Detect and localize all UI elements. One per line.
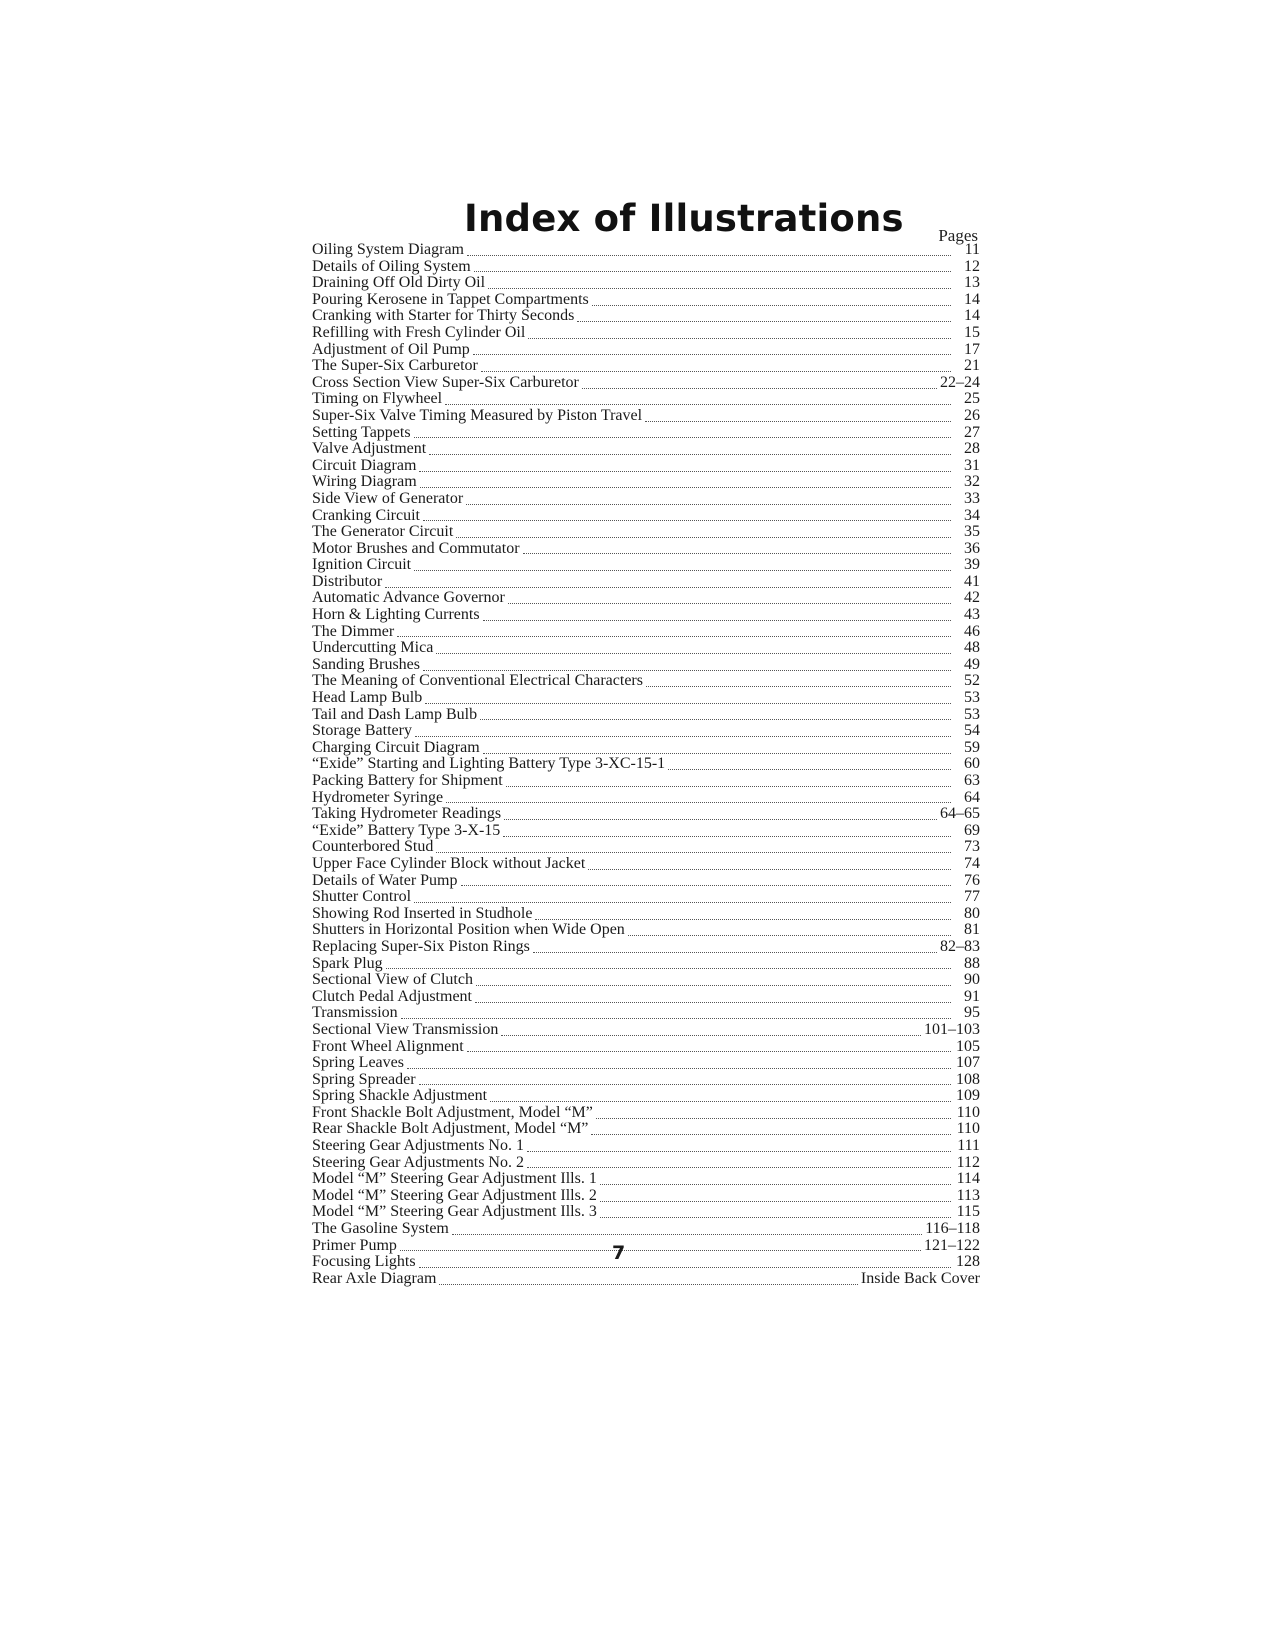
index-header (312, 190, 980, 245)
list-item (312, 1188, 980, 1205)
entry-title: Shutters in Horizontal Position when Wide Open (312, 921, 625, 939)
list-item (312, 1005, 980, 1022)
entry-page: 53 (964, 689, 980, 707)
index-page (312, 190, 980, 1287)
dot-leader (419, 1084, 951, 1085)
list-item (312, 856, 980, 873)
entry-title: Cranking with Starter for Thirty Seconds (312, 307, 575, 325)
entry-page: 31 (964, 456, 980, 474)
entry-title: Front Shackle Bolt Adjustment, Model “M” (312, 1103, 593, 1121)
entry-title: Front Wheel Alignment (312, 1037, 464, 1055)
entry-title: Spark Plug (312, 954, 383, 972)
list-item (312, 790, 980, 807)
dot-leader (386, 968, 951, 969)
entry-page: 48 (964, 639, 980, 657)
entry-title: Cranking Circuit (312, 506, 420, 524)
list-item (312, 491, 980, 508)
entry-title: Rear Shackle Bolt Adjustment, Model “M” (312, 1120, 589, 1138)
entry-title: Hydrometer Syringe (312, 788, 444, 806)
list-item (312, 624, 980, 641)
entry-title: Pouring Kerosene in Tappet Compartments (312, 290, 589, 308)
entry-page: 22–24 (940, 373, 980, 391)
entry-title: Replacing Super-Six Piston Rings (312, 937, 530, 955)
entry-title: Primer Pump (312, 1236, 397, 1254)
list-item (312, 1121, 980, 1138)
list-item (312, 889, 980, 906)
page-title: Index of Illustrations (464, 197, 904, 240)
entry-page: 52 (964, 672, 980, 690)
entry-page: 13 (964, 274, 980, 292)
entry-title: Wiring Diagram (312, 473, 417, 491)
dot-leader (385, 587, 951, 588)
list-item (312, 1039, 980, 1056)
entry-title: Packing Battery for Shipment (312, 772, 503, 789)
entry-page: 12 (964, 257, 980, 275)
entry-page: 34 (964, 506, 980, 524)
entry-page: 32 (964, 473, 980, 491)
list-item (312, 823, 980, 840)
dot-leader (446, 802, 951, 803)
entry-page: 21 (964, 357, 980, 375)
list-item (312, 474, 980, 491)
dot-leader (473, 354, 951, 355)
entry-title: Model “M” Steering Gear Adjustment Ills. 3 (312, 1203, 597, 1221)
list-item (312, 972, 980, 989)
list-item (312, 1204, 980, 1221)
entry-page: 35 (964, 523, 980, 541)
entry-title: Transmission (312, 1004, 398, 1022)
entry-title: Horn & Lighting Currents (312, 606, 480, 624)
entry-page: Inside Back Cover (860, 1269, 980, 1287)
dot-leader (646, 686, 951, 687)
dot-leader (466, 504, 951, 505)
entry-page: 91 (964, 987, 980, 1005)
list-item (312, 939, 980, 956)
list-item (312, 458, 980, 475)
entry-page: 64 (964, 788, 980, 806)
dot-leader (668, 769, 951, 770)
entry-page: 17 (964, 340, 980, 358)
list-item (312, 358, 980, 375)
entry-page: 26 (964, 406, 980, 424)
list-item (312, 292, 980, 309)
entry-title: Side View of Generator (312, 489, 464, 507)
entry-page: 109 (956, 1087, 980, 1105)
dot-leader (474, 271, 951, 272)
dot-leader (480, 719, 951, 720)
entry-page: 41 (964, 572, 980, 590)
dot-leader (501, 1035, 921, 1036)
entry-title: Upper Face Cylinder Block without Jacket (312, 854, 586, 872)
list-item (312, 657, 980, 674)
dot-leader (527, 1167, 951, 1168)
entry-page: 59 (964, 738, 980, 756)
entry-title: Clutch Pedal Adjustment (312, 987, 472, 1005)
illustration-list (312, 242, 980, 1287)
dot-leader (467, 1051, 951, 1052)
entry-page: 36 (964, 539, 980, 557)
list-item (312, 590, 980, 607)
list-item (312, 989, 980, 1006)
entry-title: Cross Section View Super-Six Carburetor (312, 373, 579, 391)
dot-leader (397, 636, 951, 637)
entry-page: 39 (964, 556, 980, 574)
entry-page: 46 (964, 622, 980, 640)
list-item (312, 806, 980, 823)
dot-leader (488, 288, 951, 289)
dot-leader (423, 520, 951, 521)
dot-leader (600, 1184, 951, 1185)
entry-page: 110 (956, 1120, 980, 1138)
list-item (312, 242, 980, 259)
list-item (312, 259, 980, 276)
dot-leader (645, 421, 951, 422)
entry-page: 76 (964, 871, 980, 889)
entry-page: 108 (956, 1070, 980, 1088)
dot-leader (483, 753, 951, 754)
entry-title: Steering Gear Adjustments No. 1 (312, 1137, 524, 1155)
entry-title: Tail and Dash Lamp Bulb (312, 705, 478, 723)
list-item (312, 1238, 980, 1255)
entry-title: Spring Spreader (312, 1070, 416, 1088)
entry-page: 111 (957, 1137, 980, 1155)
dot-leader (439, 1284, 858, 1285)
list-item (312, 1072, 980, 1089)
dot-leader (414, 437, 951, 438)
list-item (312, 1022, 980, 1039)
dot-leader (481, 371, 951, 372)
entry-page: 107 (956, 1054, 980, 1072)
dot-leader (476, 985, 951, 986)
entry-title: Automatic Advance Governor (312, 589, 505, 607)
dot-leader (490, 1101, 951, 1102)
list-item (312, 873, 980, 890)
entry-title: The Super-Six Carburetor (312, 357, 478, 375)
dot-leader (452, 1234, 922, 1235)
entry-page: 54 (964, 722, 980, 740)
list-item (312, 557, 980, 574)
entry-page: 25 (964, 390, 980, 408)
entry-page: 64–65 (940, 805, 980, 823)
entry-title: Head Lamp Bulb (312, 689, 423, 707)
dot-leader (508, 603, 951, 604)
dot-leader (467, 255, 951, 256)
entry-page: 42 (964, 589, 980, 607)
entry-page: 101–103 (924, 1020, 980, 1038)
dot-leader (414, 570, 951, 571)
dot-leader (504, 819, 937, 820)
list-item (312, 1055, 980, 1072)
dot-leader (475, 1002, 951, 1003)
dot-leader (407, 1068, 951, 1069)
dot-leader (429, 454, 951, 455)
entry-page: 53 (964, 705, 980, 723)
entry-title: Oiling System Diagram (312, 241, 464, 258)
entry-title: Super-Six Valve Timing Measured by Piston Travel (312, 406, 643, 424)
list-item (312, 524, 980, 541)
entry-page: 14 (964, 290, 980, 308)
entry-title: Taking Hydrometer Readings (312, 805, 502, 823)
pages-column-label: Pages (938, 226, 978, 245)
dot-leader (436, 653, 951, 654)
entry-title: Focusing Lights (312, 1253, 416, 1271)
entry-page: 33 (964, 489, 980, 507)
entry-title: The Meaning of Conventional Electrical Characters (312, 672, 643, 690)
list-item (312, 441, 980, 458)
dot-leader (436, 852, 951, 853)
entry-page: 82–83 (940, 937, 980, 955)
list-item (312, 839, 980, 856)
entry-title: Spring Shackle Adjustment (312, 1087, 488, 1105)
dot-leader (527, 1151, 951, 1152)
list-item (312, 425, 980, 442)
list-item (312, 1171, 980, 1188)
entry-title: Counterbored Stud (312, 838, 434, 856)
list-item (312, 607, 980, 624)
entry-title: Details of Oiling System (312, 257, 471, 275)
list-item (312, 508, 980, 525)
list-item (312, 1254, 980, 1271)
entry-title: Refilling with Fresh Cylinder Oil (312, 323, 526, 341)
dot-leader (420, 487, 951, 488)
entry-title: Shutter Control (312, 888, 412, 906)
entry-title: Storage Battery (312, 722, 412, 740)
dot-leader (535, 919, 951, 920)
entry-page: 60 (964, 755, 980, 773)
entry-title: The Generator Circuit (312, 523, 454, 541)
dot-leader (483, 620, 951, 621)
entry-page: 114 (956, 1170, 980, 1188)
list-item (312, 1271, 980, 1288)
entry-title: “Exide” Starting and Lighting Battery Type 3-XC-15-1 (312, 755, 666, 773)
dot-leader (591, 1134, 951, 1135)
entry-page: 112 (956, 1153, 980, 1171)
entry-title: Adjustment of Oil Pump (312, 340, 470, 358)
entry-title: Sanding Brushes (312, 655, 420, 673)
list-item (312, 707, 980, 724)
list-item (312, 756, 980, 773)
entry-page: 69 (964, 821, 980, 839)
list-item (312, 1138, 980, 1155)
list-item (312, 906, 980, 923)
dot-leader (600, 1201, 951, 1202)
dot-leader (425, 703, 951, 704)
entry-title: Sectional View Transmission (312, 1020, 499, 1038)
entry-page: 105 (956, 1037, 980, 1055)
dot-leader (419, 1267, 951, 1268)
list-item (312, 640, 980, 657)
dot-leader (582, 388, 937, 389)
entry-title: Model “M” Steering Gear Adjustment Ills. 2 (312, 1186, 597, 1204)
list-item (312, 956, 980, 973)
entry-title: Motor Brushes and Commutator (312, 539, 520, 557)
entry-page: 88 (964, 954, 980, 972)
entry-title: Setting Tappets (312, 423, 411, 441)
entry-title: Draining Off Old Dirty Oil (312, 274, 486, 292)
list-item (312, 342, 980, 359)
dot-leader (600, 1217, 951, 1218)
dot-leader (414, 902, 951, 903)
list-item (312, 275, 980, 292)
dot-leader (400, 1250, 921, 1251)
entry-title: Showing Rod Inserted in Studhole (312, 904, 533, 922)
dot-leader (419, 471, 951, 472)
list-item (312, 1221, 980, 1238)
list-item (312, 690, 980, 707)
page-number: 7 (612, 1242, 626, 1264)
entry-page: 95 (964, 1004, 980, 1022)
dot-leader (423, 670, 951, 671)
entry-title: Valve Adjustment (312, 440, 427, 458)
list-item (312, 673, 980, 690)
entry-page: 113 (956, 1186, 980, 1204)
entry-title: Timing on Flywheel (312, 390, 443, 408)
dot-leader (588, 869, 951, 870)
entry-page: 63 (964, 772, 980, 789)
entry-title: Details of Water Pump (312, 871, 458, 889)
list-item (312, 1088, 980, 1105)
list-item (312, 740, 980, 757)
entry-page: 27 (964, 423, 980, 441)
list-item (312, 308, 980, 325)
list-item (312, 541, 980, 558)
entry-page: 49 (964, 655, 980, 673)
entry-title: Circuit Diagram (312, 456, 417, 474)
entry-title: Spring Leaves (312, 1054, 404, 1072)
list-item (312, 574, 980, 591)
entry-title: The Dimmer (312, 622, 395, 640)
list-item (312, 375, 980, 392)
entry-page: 28 (964, 440, 980, 458)
list-item (312, 325, 980, 342)
entry-page: 14 (964, 307, 980, 325)
entry-page: 81 (964, 921, 980, 939)
list-item (312, 723, 980, 740)
entry-page: 77 (964, 888, 980, 906)
entry-title: Distributor (312, 572, 383, 590)
entry-page: 73 (964, 838, 980, 856)
entry-page: 116–118 (925, 1220, 980, 1238)
entry-title: Model “M” Steering Gear Adjustment Ills. 1 (312, 1170, 597, 1188)
entry-page: 128 (956, 1253, 980, 1271)
dot-leader (503, 836, 951, 837)
dot-leader (461, 885, 952, 886)
entry-title: Steering Gear Adjustments No. 2 (312, 1153, 524, 1171)
entry-page: 11 (964, 241, 980, 258)
dot-leader (592, 305, 951, 306)
list-item (312, 1105, 980, 1122)
entry-page: 15 (964, 323, 980, 341)
dot-leader (528, 338, 951, 339)
dot-leader (456, 537, 951, 538)
list-item (312, 408, 980, 425)
entry-page: 110 (956, 1103, 980, 1121)
dot-leader (401, 1018, 951, 1019)
list-item (312, 922, 980, 939)
entry-page: 74 (964, 854, 980, 872)
dot-leader (415, 736, 951, 737)
entry-title: “Exide” Battery Type 3-X-15 (312, 821, 501, 839)
dot-leader (577, 321, 951, 322)
entry-page: 90 (964, 971, 980, 989)
entry-page: 115 (956, 1203, 980, 1221)
dot-leader (628, 935, 951, 936)
entry-title: Undercutting Mica (312, 639, 434, 657)
entry-page: 121–122 (924, 1236, 980, 1254)
dot-leader (445, 404, 951, 405)
list-item (312, 773, 980, 790)
entry-page: 80 (964, 904, 980, 922)
entry-title: Ignition Circuit (312, 556, 412, 574)
entry-title: Charging Circuit Diagram (312, 738, 480, 756)
dot-leader (523, 553, 951, 554)
entry-title: Sectional View of Clutch (312, 971, 473, 989)
entry-title: The Gasoline System (312, 1220, 449, 1238)
list-item (312, 391, 980, 408)
list-item (312, 1155, 980, 1172)
dot-leader (506, 786, 951, 787)
dot-leader (533, 952, 937, 953)
dot-leader (596, 1118, 951, 1119)
entry-page: 43 (964, 606, 980, 624)
entry-title: Rear Axle Diagram (312, 1269, 437, 1287)
